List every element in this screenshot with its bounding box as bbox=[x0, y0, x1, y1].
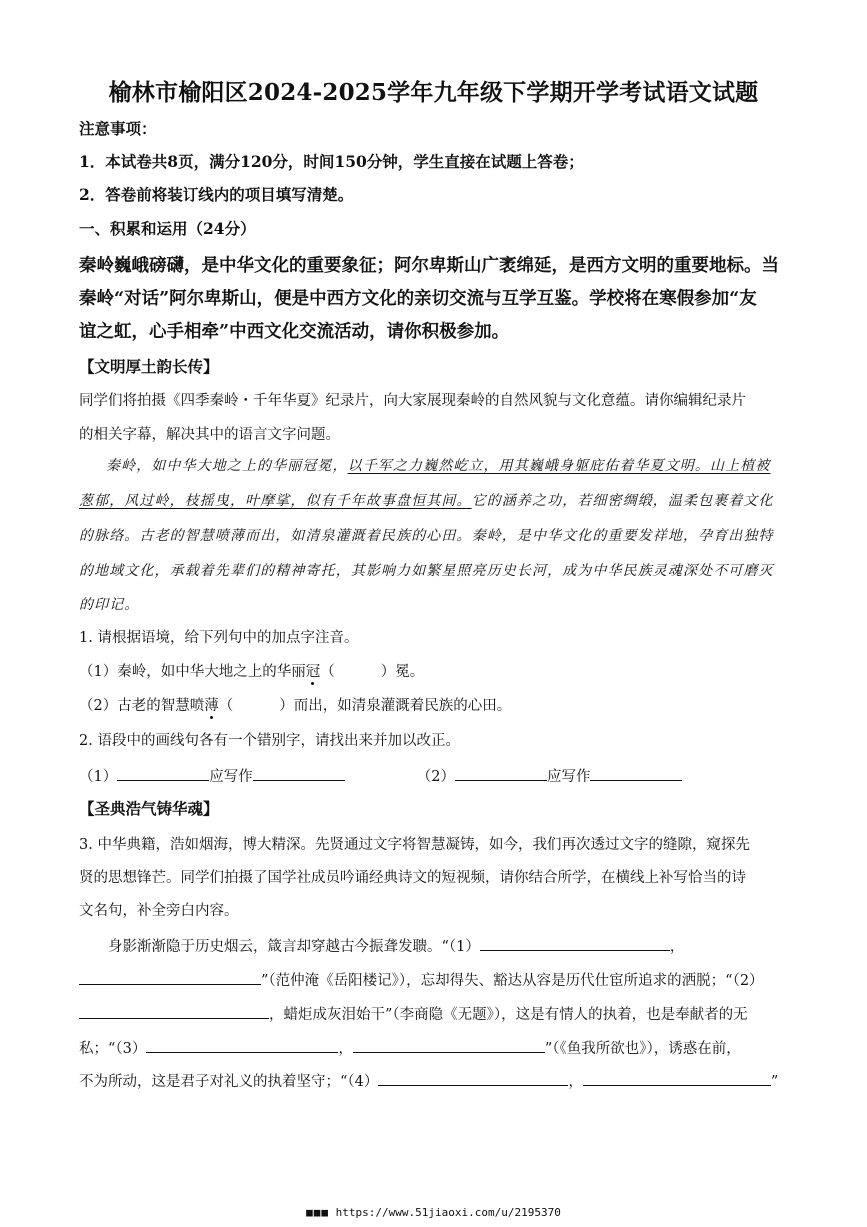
passage-line-5: 的印记。 bbox=[79, 597, 140, 613]
passage-text: 它的涵养之功，若细密绸缎，温柔包裹着文化 bbox=[471, 493, 774, 509]
q1-paren-open: （ bbox=[218, 698, 234, 714]
underlined-sentence-2: 葱郁，风过岭，枝摇曳，叶摩挲，似有千年故事盘恒其间。 bbox=[79, 493, 472, 509]
fill-line-3 bbox=[79, 1002, 748, 1026]
passage-text: 秦岭，如中华大地之上的华丽冠冕， bbox=[106, 458, 348, 474]
question-3-line-1: 3. 中华典籍，浩如烟海，博大精深。先贤通过文字将智慧凝铸，如今，我们再次透过文字的缝隙，窥探先 bbox=[79, 837, 750, 853]
notice-item-1: 1．本试卷共8页，满分120分，时间150分钟，学生直接在试题上答卷； bbox=[79, 152, 584, 171]
answer-1-label: （1） bbox=[79, 769, 118, 785]
fill-text: 私；“（3） bbox=[79, 1041, 147, 1057]
pinyin-blank-1[interactable] bbox=[335, 660, 381, 676]
fill-blank-1b[interactable] bbox=[79, 968, 261, 985]
underlined-sentence-1: 以千军之力巍然屹立，用其巍峨身躯庇佑着华夏文明。山上植被 bbox=[347, 458, 771, 474]
dotted-char-bo: 薄 bbox=[204, 698, 219, 714]
q1-paren-open: （ bbox=[320, 664, 335, 680]
answer-2-wrong-blank[interactable] bbox=[455, 764, 547, 781]
fill-comma: ， bbox=[338, 1041, 353, 1057]
fill-text: 不为所动，这是君子对礼义的执着坚守；“（4） bbox=[79, 1074, 379, 1090]
fill-comma: ， bbox=[568, 1074, 583, 1090]
intro-line-3: 谊之虹，心手相牵”中西文化交流活动，请你积极参加。 bbox=[79, 322, 510, 342]
passage-line-4: 的地域文化，承载着先辈们的精神寄托，其影响力如繁星照亮历史长河，成为中华民族灵魂深处不可磨灭 bbox=[79, 563, 774, 579]
footer-url[interactable]: https://www.51jiaoxi.com/u/2195370 bbox=[335, 1206, 561, 1219]
answer-2-label: （2） bbox=[416, 769, 455, 785]
question-3-line-3: 文名句，补全旁白内容。 bbox=[79, 903, 239, 919]
fill-blank-3b[interactable] bbox=[353, 1036, 545, 1053]
footer-dots: ■■■ bbox=[306, 1206, 330, 1219]
notice-item-2: 2．答卷前将装订线内的项目填写清楚。 bbox=[79, 185, 354, 204]
passage-line-1 bbox=[106, 455, 770, 477]
answer-2-mid: 应写作 bbox=[546, 769, 591, 785]
question-1-item-2 bbox=[79, 694, 511, 717]
q1-paren-close: ）冕。 bbox=[380, 664, 425, 680]
footer-watermark bbox=[0, 1206, 867, 1219]
fill-text: 身影渐渐隐于历史烟云，箴言却穿越古今振聋发聩。“（1） bbox=[108, 939, 480, 955]
q1-text: （1）秦岭，如中华大地之上的华丽 bbox=[79, 664, 306, 680]
pinyin-blank-2[interactable] bbox=[233, 694, 279, 710]
notice-heading: 注意事项： bbox=[79, 119, 157, 138]
intro-line-1: 秦岭巍峨磅礴，是中华文化的重要象征；阿尔卑斯山广袤绵延，是西方文明的重要地标。当 bbox=[79, 256, 779, 276]
question-3-line-2: 贤的思想锋芒。同学们拍摄了国学社成员吟诵经典诗文的短视频，请你结合所学，在横线上补写恰当的诗 bbox=[79, 870, 746, 886]
fill-line-5 bbox=[79, 1069, 778, 1093]
passage-line-3: 的脉络。古老的智慧喷薄而出，如清泉灌溉着民族的心田。秦岭，是中华文化的重要发祥地，孕育出独特 bbox=[79, 528, 774, 544]
question-2-stem: 2. 语段中的画线句各有一个错别字，请找出来并加以改正。 bbox=[79, 733, 460, 749]
fill-blank-2[interactable] bbox=[79, 1002, 269, 1019]
fill-blank-4a[interactable] bbox=[378, 1069, 568, 1086]
fill-text: ，蜡炬成灰泪始干”（李商隐《无题》），这是有情人的执着，也是奉献者的无 bbox=[269, 1007, 748, 1023]
fill-blank-3a[interactable] bbox=[146, 1036, 338, 1053]
answer-2-correct-blank[interactable] bbox=[590, 764, 682, 781]
answer-1-correct-blank[interactable] bbox=[253, 764, 345, 781]
part1-desc-1: 同学们将拍摄《四季秦岭・千年华夏》纪录片，向大家展现秦岭的自然风貌与文化意蕴。请你编辑纪录片 bbox=[79, 393, 746, 409]
section-heading: 一、积累和运用（24分） bbox=[79, 219, 256, 238]
page-title: 榆林市榆阳区2024-2025学年九年级下学期开学考试语文试题 bbox=[108, 79, 759, 106]
fill-line-4 bbox=[79, 1036, 741, 1060]
part2-heading: 【圣典浩气铸华魂】 bbox=[79, 799, 219, 818]
fill-blank-1a[interactable] bbox=[480, 934, 670, 951]
part1-heading: 【文明厚土韵长传】 bbox=[79, 357, 219, 376]
fill-comma: ， bbox=[669, 939, 685, 955]
dotted-char-guan: 冠 bbox=[305, 664, 321, 680]
question-1-item-1 bbox=[79, 660, 424, 683]
intro-line-2: 秦岭“对话”阿尔卑斯山，便是中西方文化的亲切交流与互学互鉴。学校将在寒假参加“友 bbox=[79, 289, 757, 309]
fill-text: ”（范仲淹《岳阳楼记》），忘却得失、豁达从容是历代仕宦所追求的洒脱；“（2） bbox=[261, 973, 764, 989]
fill-text: ”（《鱼我所欲也》），诱惑在前， bbox=[544, 1041, 741, 1057]
passage-line-2 bbox=[79, 490, 774, 512]
fill-blank-4b[interactable] bbox=[583, 1069, 771, 1086]
question-1-stem: 1. 请根据语境，给下列句中的加点字注音。 bbox=[79, 630, 359, 646]
answer-1-mid: 应写作 bbox=[209, 769, 253, 785]
part1-desc-2: 的相关字幕，解决其中的语言文字问题。 bbox=[79, 427, 340, 443]
fill-line-2 bbox=[79, 968, 764, 992]
answer-1-wrong-blank[interactable] bbox=[117, 764, 209, 781]
q1-paren-close: ）而出，如清泉灌溉着民族的心田。 bbox=[279, 698, 512, 714]
fill-text: ” bbox=[770, 1074, 779, 1090]
question-2-answers bbox=[79, 764, 682, 788]
fill-line-1 bbox=[108, 934, 684, 958]
q1-text: （2）古老的智慧喷 bbox=[79, 698, 205, 714]
